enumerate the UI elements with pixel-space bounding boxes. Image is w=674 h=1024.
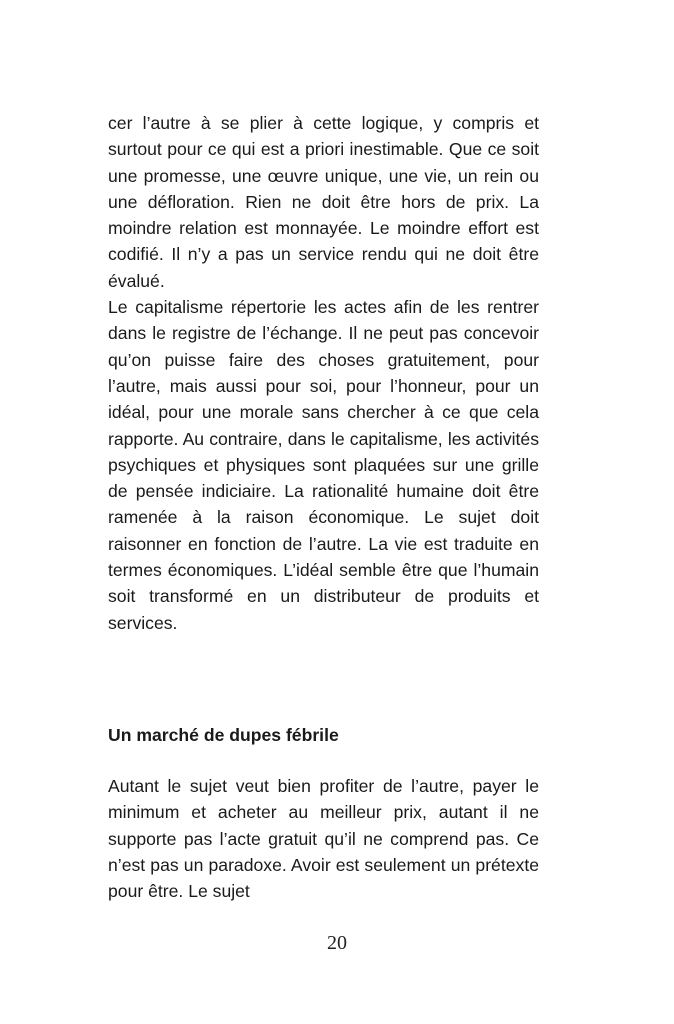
paragraph-3: Autant le sujet veut bien profiter de l’autre, payer le minimum et acheter au meilleur prix, autant il ne supporte pas l’acte gratuit qu’il ne comprend pas. Ce n’est pas un paradoxe. Avoir est seulement un prétexte pour être. Le sujet: [108, 776, 539, 902]
paragraph-2: Le capitalisme répertorie les actes afin de les rentrer dans le registre de l’échange. Il ne peut pas concevoir qu’on puisse faire des choses gratuitement, pour l’autre, mais aussi pour soi, pour l’honneur, pour un idéal, pour une morale sans chercher à ce que cela rapporte. Au contraire, dans le capitalisme, les activités psychiques et physiques sont plaquées sur une grille de pensée indiciaire. La rationalité humaine doit être ramenée à la raison économique. Le sujet doit raisonner en fonction de l’autre. La vie est traduite en termes économiques. L’idéal semble être que l’humain soit transformé en un distributeur de produits et services.: [108, 297, 539, 633]
paragraph-1: cer l’autre à se plier à cette logique, y compris et surtout pour ce qui est a priori inestimable. Que ce soit une promesse, une œuvre unique, une vie, un rein ou une défloration. Rien ne doit être hors de prix. La moindre relation est monnayée. Le moindre effort est codifié. Il n’y a pas un service rendu qui ne doit être évalué.: [108, 113, 539, 291]
page-number: 20: [327, 932, 347, 954]
section-heading: Un marché de dupes fébrile: [108, 725, 339, 745]
text-section-1: [108, 110, 539, 636]
text-section-2: [108, 773, 539, 904]
